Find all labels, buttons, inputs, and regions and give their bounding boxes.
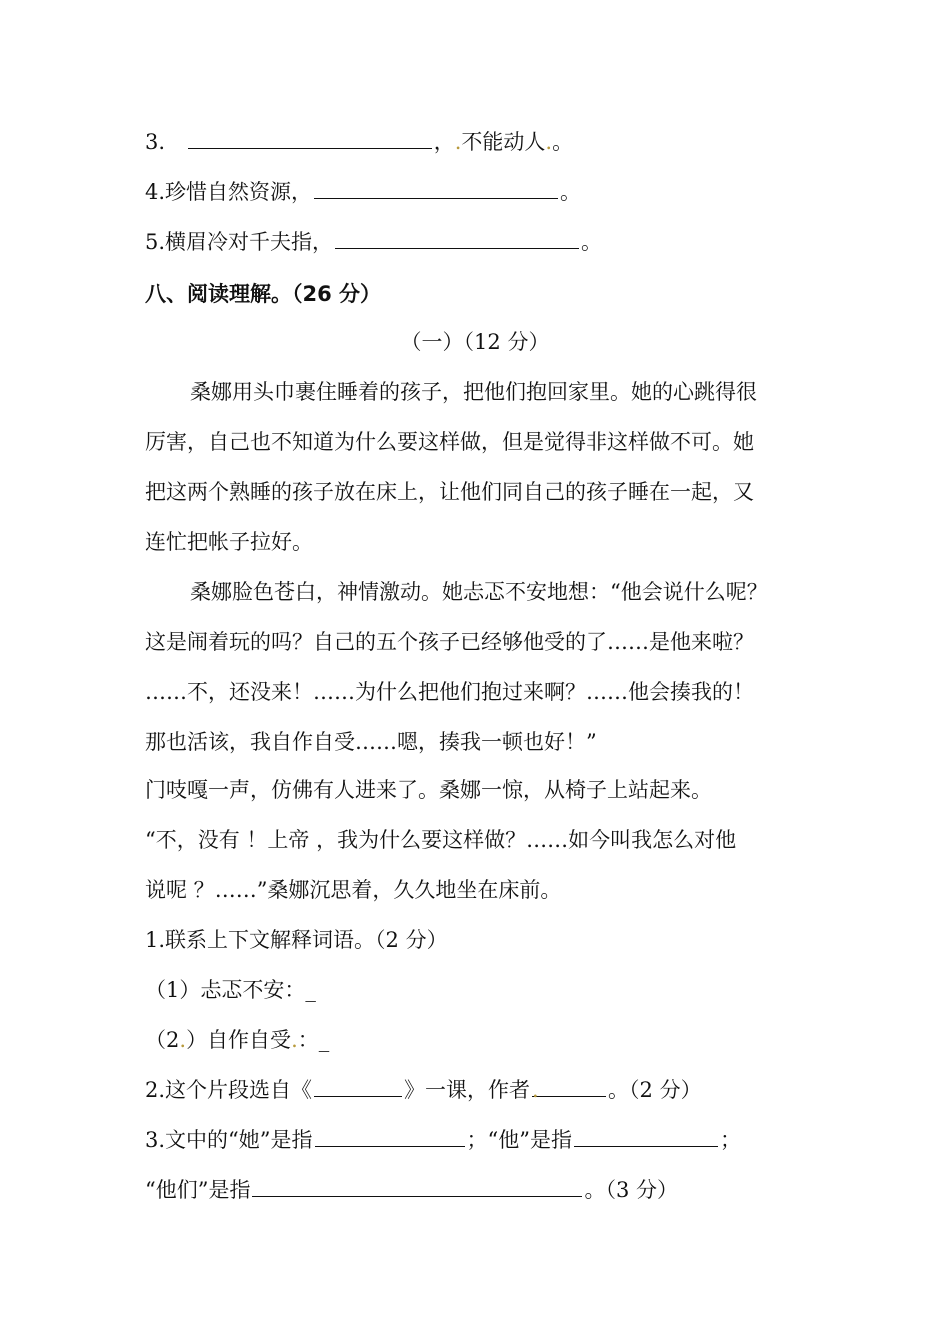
punctuation: ， — [433, 130, 455, 154]
author-blank[interactable] — [532, 1076, 606, 1102]
question-text: ）自作自受 — [186, 1028, 292, 1052]
sentence-text: 5.横眉冷对千夫指， — [145, 230, 334, 254]
answer-blank-she[interactable] — [315, 1126, 465, 1147]
answer-blank-he[interactable] — [574, 1126, 718, 1147]
passage-line — [145, 876, 561, 904]
question-text: 2.这个片段选自《 — [145, 1078, 313, 1102]
punctuation: 。 — [552, 130, 574, 154]
question-text: 。（2 分） — [608, 1078, 702, 1102]
question-2 — [145, 1076, 702, 1104]
question-3 — [145, 1126, 741, 1154]
question-text: ：_ — [297, 1028, 330, 1052]
sentence-text: 4.珍惜自然资源， — [145, 180, 313, 204]
question-text: 。（3 分） — [584, 1178, 679, 1202]
emphasis-dot: . — [291, 1028, 298, 1052]
passage-line: 桑娜脸色苍白，神情激动。她忐忑不安地想：“他会说什么呢？ — [190, 580, 768, 604]
question-text: “他们”是指 — [145, 1178, 251, 1202]
passage-line: “不，没有 ！上帝 ，我为什么要这样做？……如今叫我怎么对他 — [145, 828, 737, 852]
fill-question-4 — [145, 178, 581, 206]
passage-line: 桑娜用头巾裹住睡着的孩子，把他们抱回家里。她的心跳得很 — [190, 380, 757, 404]
passage-heading: （一）（12 分） — [400, 330, 550, 354]
lesson-title-blank[interactable] — [314, 1076, 402, 1097]
question-number: 3. — [145, 130, 166, 154]
passage-line: 门吱嘎一声，仿佛有人进来了。桑娜一惊，从椅子上站起来。 — [145, 778, 712, 802]
question-1: 1.联系上下文解释词语。（2 分） — [145, 928, 448, 952]
question-text: ；“他”是指 — [466, 1128, 572, 1152]
question-text: 3.文中的“她”是指 — [145, 1128, 313, 1152]
passage-text: 说呢 ？ — [145, 878, 215, 902]
emphasis-dot: . — [545, 130, 553, 154]
passage-line: 那也活该，我自作自受……嗯，揍我一顿也好！” — [145, 730, 597, 754]
passage-line: 连忙把帐子拉好。 — [145, 530, 313, 554]
question-text: 》一课，作者 — [404, 1078, 531, 1102]
fill-question-5 — [145, 228, 602, 256]
passage-text: ……”桑娜沉思着，久久地坐在床前。 — [214, 878, 562, 902]
emphasis-dot: . — [179, 1028, 187, 1052]
fill-question-3 — [145, 128, 573, 156]
emphasis-dot: . — [454, 130, 462, 154]
answer-blank[interactable] — [188, 128, 432, 149]
answer-blank[interactable] — [314, 178, 558, 199]
passage-line: 厉害，自己也不知道为什么要这样做，但是觉得非这样做不可。她 — [145, 430, 754, 454]
passage-line: ……不，还没来！……为什么把他们抱过来啊？……他会揍我的！ — [145, 680, 754, 704]
question-3-continued — [145, 1176, 678, 1204]
section-title: 八、阅读理解。（26 分） — [145, 282, 382, 306]
punctuation: 。 — [560, 180, 582, 204]
answer-blank-they[interactable] — [252, 1176, 582, 1197]
emphasis-dot: . — [532, 1078, 539, 1102]
passage-line: 这是闹着玩的吗？自己的五个孩子已经够他受的了……是他来啦？ — [145, 630, 754, 654]
question-text: ； — [720, 1128, 741, 1152]
passage-line: 把这两个熟睡的孩子放在床上，让他们同自己的孩子睡在一起，又 — [145, 480, 754, 504]
question-1-part-2 — [145, 1026, 329, 1054]
question-text: （2 — [145, 1028, 180, 1052]
answer-blank[interactable] — [335, 228, 579, 249]
question-1-part-1: （1）忐忑不安：_ — [145, 978, 316, 1002]
punctuation: 。 — [581, 230, 603, 254]
sentence-text: 不能动人 — [461, 130, 546, 154]
